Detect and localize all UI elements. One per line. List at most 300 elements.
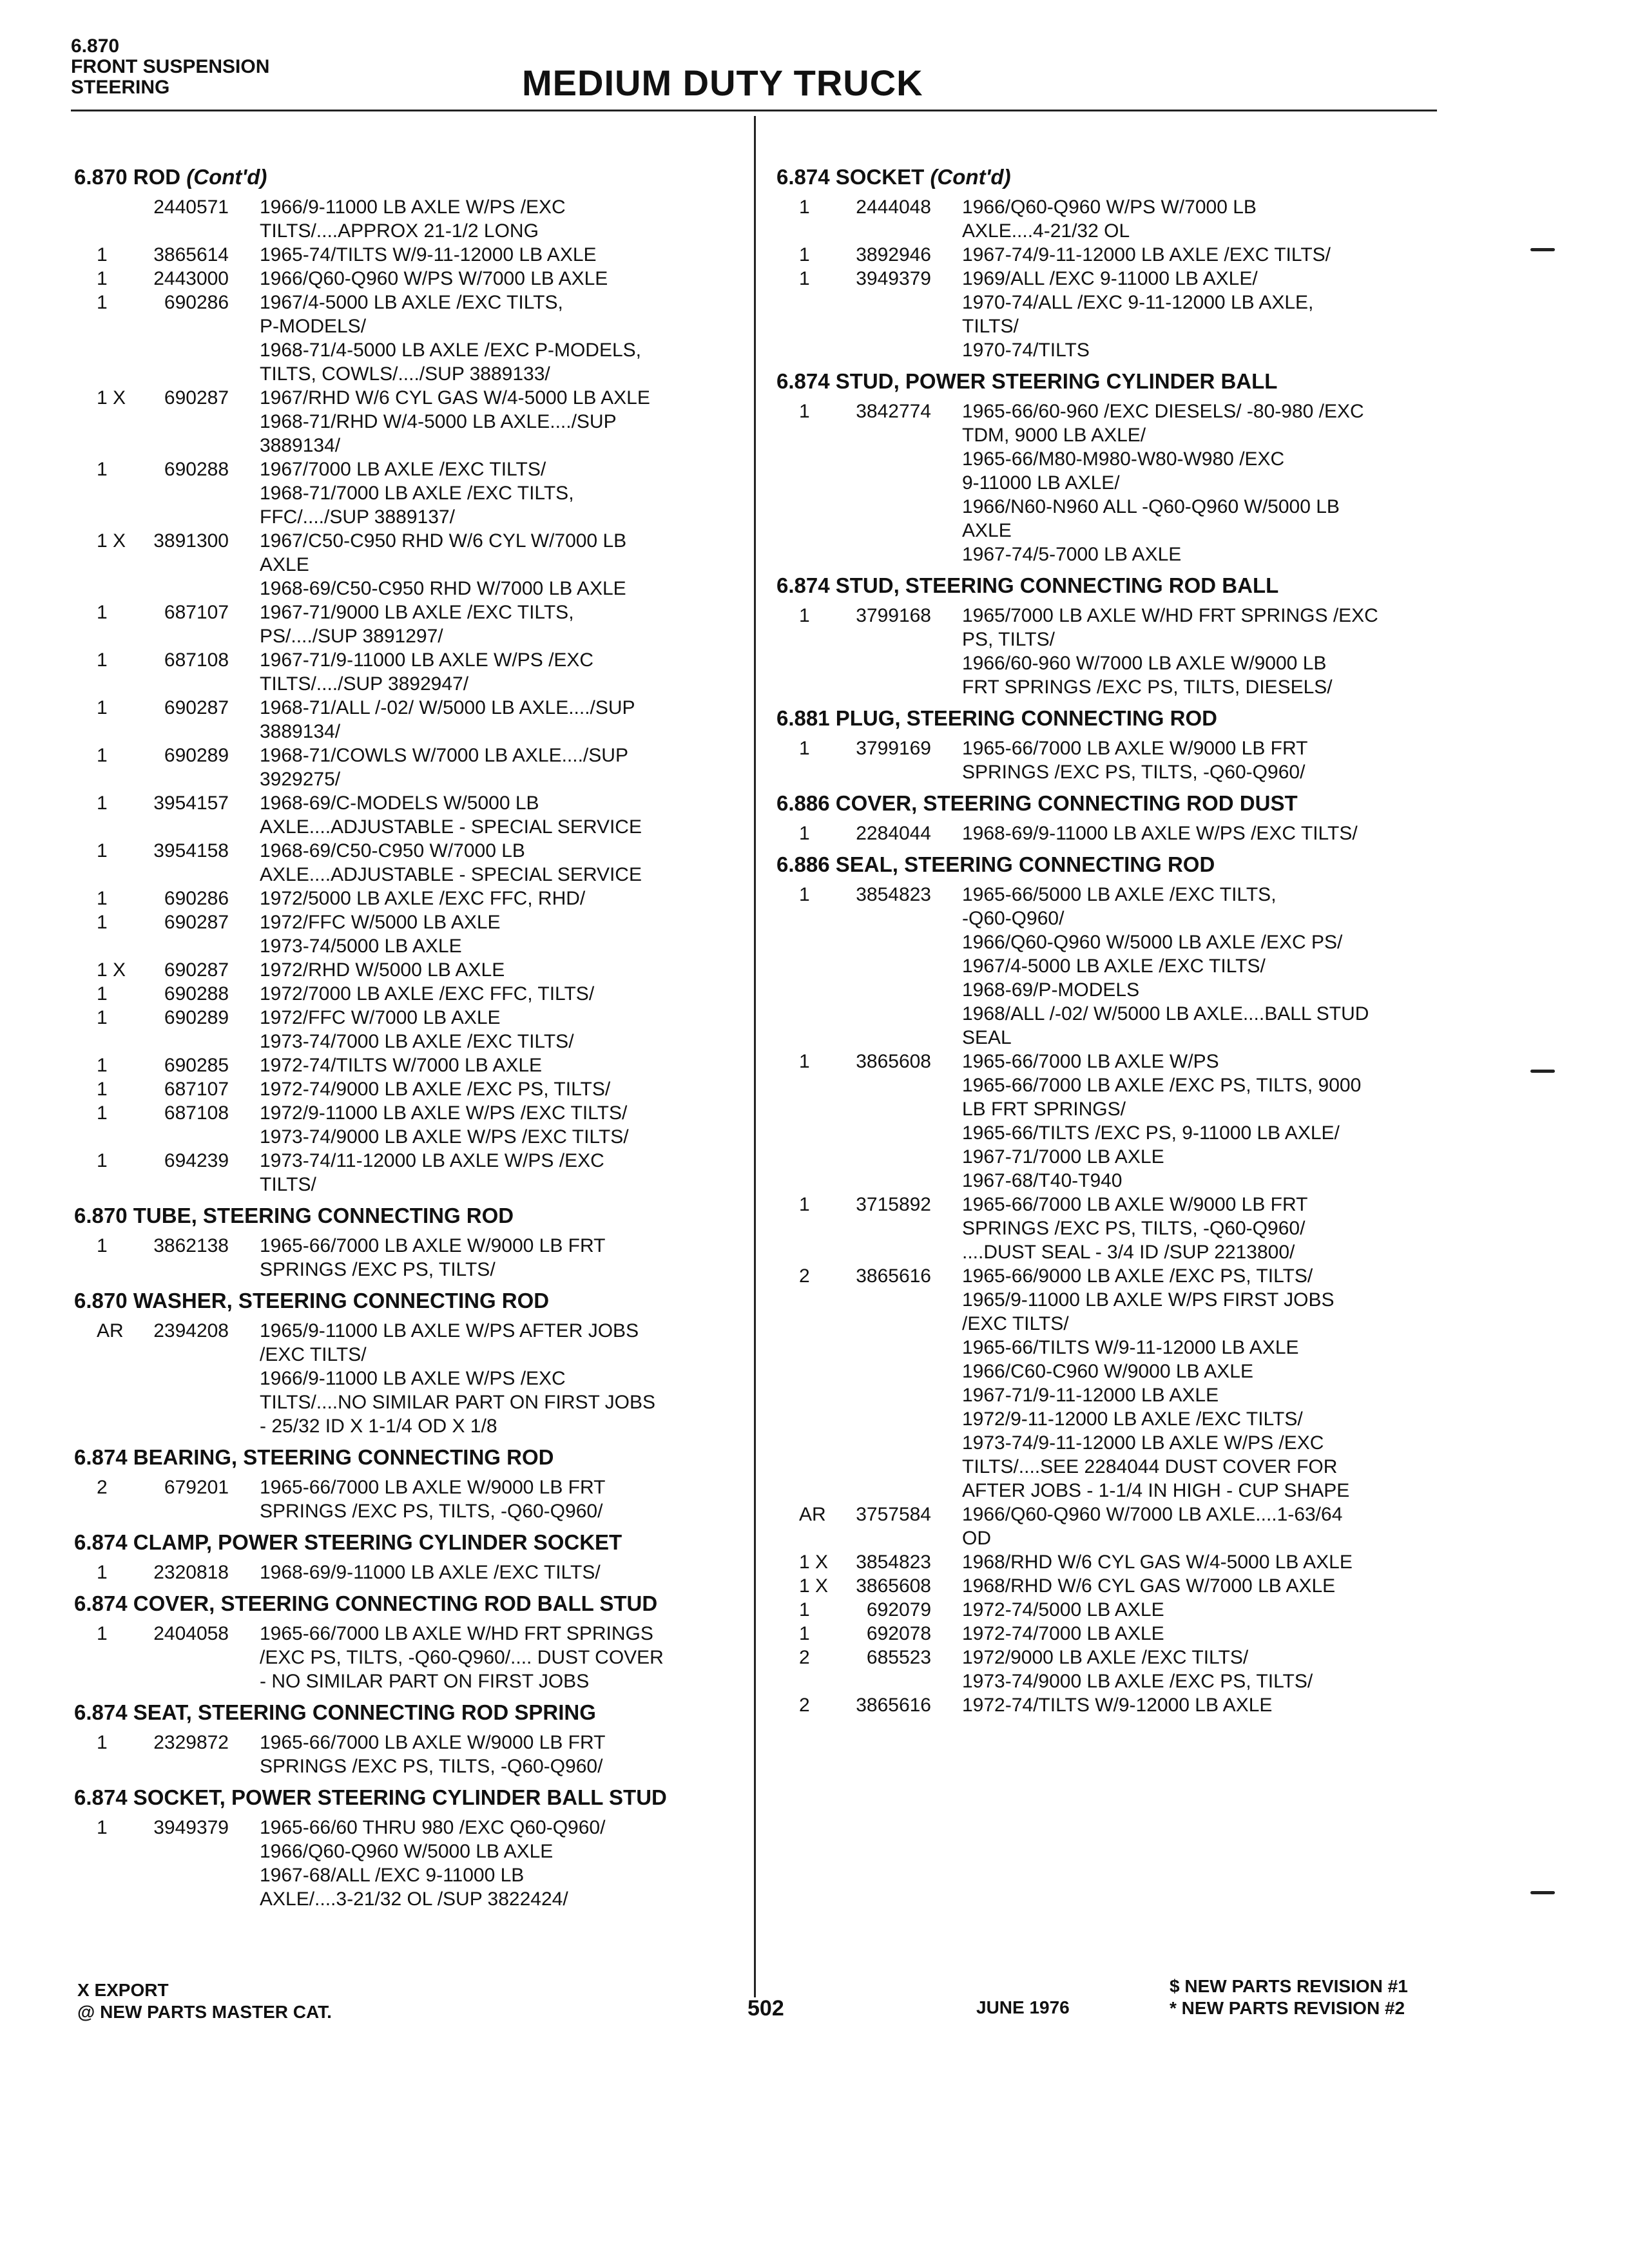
section-heading: [74, 1445, 747, 1470]
quantity: 1: [799, 605, 810, 626]
description-line: PS/..../SUP 3891297/: [260, 626, 443, 647]
margin-tick-mark: [1530, 248, 1555, 251]
parts-section: [74, 1445, 747, 1523]
section-heading-text: 6.870 ROD: [74, 165, 181, 189]
description-line: TILTS/: [260, 1174, 316, 1195]
part-number: 690288: [164, 459, 229, 480]
description-line: 1967/RHD W/6 CYL GAS W/4-5000 LB AXLE: [260, 387, 650, 408]
part-description: [229, 791, 747, 839]
part-description: [931, 1693, 1440, 1717]
parts-section: [74, 1785, 747, 1911]
quantity: 1: [97, 244, 108, 265]
description-line: LB FRT SPRINGS/: [962, 1099, 1126, 1120]
parts-section: [74, 1700, 747, 1778]
quantity: AR: [97, 1320, 124, 1341]
page-title: MEDIUM DUTY TRUCK: [522, 62, 923, 103]
quantity: 1: [97, 1732, 108, 1753]
part-number: 3842774: [856, 401, 931, 422]
part-entry: [74, 887, 747, 910]
quantity: 1: [799, 1194, 810, 1215]
header-rule: [71, 110, 1437, 111]
page-number: 502: [747, 1996, 784, 2021]
description-line: SEAL: [962, 1027, 1012, 1048]
part-entry: [74, 457, 747, 529]
part-entry: [776, 1503, 1440, 1550]
section-heading: [776, 573, 1440, 599]
description-line: 1966/9-11000 LB AXLE W/PS /EXC: [260, 197, 566, 218]
part-entry: [74, 1816, 747, 1911]
part-number: 694239: [164, 1150, 229, 1171]
quantity: 1 X: [97, 387, 126, 408]
description-line: 1968-71/7000 LB AXLE /EXC TILTS,: [260, 483, 574, 504]
description-line: /EXC TILTS/: [962, 1313, 1069, 1334]
part-entry: [776, 1050, 1440, 1193]
part-entry: [74, 910, 747, 958]
part-number: 2284044: [856, 823, 931, 844]
description-line: 1973-74/9000 LB AXLE /EXC PS, TILTS/: [962, 1671, 1313, 1692]
description-line: AXLE....4-21/32 OL: [962, 220, 1130, 242]
description-line: 3889134/: [260, 435, 341, 456]
part-description: [229, 529, 747, 601]
description-line: 1965/9-11000 LB AXLE W/PS FIRST JOBS: [962, 1289, 1335, 1311]
footer-legend-right: [1170, 1975, 1408, 2019]
part-entry: [74, 1475, 747, 1523]
quantity: 1: [97, 602, 108, 623]
part-entry: [776, 195, 1440, 243]
part-entry: [74, 386, 747, 457]
part-number: 687107: [164, 1079, 229, 1100]
description-line: 1965-66/60-960 /EXC DIESELS/ -80-980 /EXC: [962, 401, 1364, 422]
part-description: [931, 399, 1440, 566]
footer-legend-line: $ NEW PARTS REVISION #1: [1170, 1976, 1408, 1996]
part-entry: [74, 1731, 747, 1778]
part-entry: [776, 1574, 1440, 1598]
description-line: AXLE: [962, 520, 1012, 541]
description-line: 1968-71/COWLS W/7000 LB AXLE..../SUP: [260, 745, 628, 766]
description-line: TILTS/....SEE 2284044 DUST COVER FOR: [962, 1456, 1338, 1477]
description-line: 1968-69/9-11000 LB AXLE W/PS /EXC TILTS/: [962, 823, 1358, 844]
part-description: [229, 1149, 747, 1196]
part-number: 3891300: [153, 530, 229, 552]
section-heading-text: 6.881 PLUG, STEERING CONNECTING ROD: [776, 706, 1217, 730]
part-description: [229, 386, 747, 457]
part-number: 3865616: [856, 1265, 931, 1287]
part-description: [931, 1550, 1440, 1574]
part-entry: [776, 1646, 1440, 1693]
section-heading-text: 6.874 COVER, STEERING CONNECTING ROD BALL STUD: [74, 1591, 658, 1615]
part-description: [931, 1574, 1440, 1598]
part-description: [931, 1598, 1440, 1622]
part-description: [229, 648, 747, 696]
part-entry: [776, 399, 1440, 566]
part-entry: [776, 1598, 1440, 1622]
section-heading: [776, 791, 1440, 816]
description-line: 1968-69/P-MODELS: [962, 979, 1140, 1001]
part-description: [229, 696, 747, 744]
part-number: 2444048: [856, 197, 931, 218]
part-number: 3949379: [856, 268, 931, 289]
part-description: [931, 883, 1440, 1050]
section-heading-continued: (Cont'd): [186, 165, 267, 189]
description-line: 1966/9-11000 LB AXLE W/PS /EXC: [260, 1368, 566, 1389]
section-heading: [776, 369, 1440, 394]
description-line: 1972/FFC W/5000 LB AXLE: [260, 912, 501, 933]
description-line: FFC/..../SUP 3889137/: [260, 506, 455, 528]
description-line: ....DUST SEAL - 3/4 ID /SUP 2213800/: [962, 1242, 1295, 1263]
description-line: SPRINGS /EXC PS, TILTS/: [260, 1259, 496, 1280]
section-heading-text: 6.874 SOCKET, POWER STEERING CYLINDER BALL STUD: [74, 1785, 667, 1809]
description-line: 1973-74/9000 LB AXLE W/PS /EXC TILTS/: [260, 1126, 629, 1148]
parts-section: [74, 1288, 747, 1438]
description-line: 1973-74/5000 LB AXLE: [260, 936, 462, 957]
quantity: 1: [97, 793, 108, 814]
part-entry: [74, 1077, 747, 1101]
description-line: /EXC TILTS/: [260, 1344, 367, 1365]
description-line: 1972/FFC W/7000 LB AXLE: [260, 1007, 501, 1028]
section-heading-text: 6.874 SEAT, STEERING CONNECTING ROD SPRING: [74, 1700, 596, 1724]
part-entry: [776, 1193, 1440, 1264]
description-line: TILTS/....APPROX 21-1/2 LONG: [260, 220, 539, 242]
quantity: 1: [97, 459, 108, 480]
part-entry: [776, 1264, 1440, 1503]
part-description: [229, 195, 747, 243]
footer-legend-line: * NEW PARTS REVISION #2: [1170, 1998, 1405, 2018]
section-heading-text: 6.886 COVER, STEERING CONNECTING ROD DUST: [776, 791, 1298, 815]
part-entry: [74, 1006, 747, 1053]
footer-legend-line: @ NEW PARTS MASTER CAT.: [77, 2002, 332, 2022]
description-line: 1965-74/TILTS W/9-11-12000 LB AXLE: [260, 244, 597, 265]
quantity: 1: [97, 268, 108, 289]
part-number: 690286: [164, 292, 229, 313]
section-heading: [74, 1700, 747, 1725]
part-entry: [74, 648, 747, 696]
part-entry: [74, 958, 747, 982]
part-description: [229, 1101, 747, 1149]
description-line: 1967-68/T40-T940: [962, 1170, 1123, 1191]
part-description: [229, 1561, 747, 1584]
part-entry: [74, 1101, 747, 1149]
section-code-line: FRONT SUSPENSION: [71, 56, 270, 77]
quantity: [74, 195, 132, 243]
section-heading-continued: (Cont'd): [930, 165, 1011, 189]
part-entry: [74, 1234, 747, 1282]
part-number: 3854823: [856, 1552, 931, 1573]
part-description: [229, 243, 747, 267]
quantity: 1: [97, 1079, 108, 1100]
part-number: 2394208: [153, 1320, 229, 1341]
part-entry: [776, 736, 1440, 784]
section-heading-text: 6.886 SEAL, STEERING CONNECTING ROD: [776, 852, 1215, 876]
part-entry: [74, 839, 747, 887]
description-line: SPRINGS /EXC PS, TILTS, -Q60-Q960/: [962, 1218, 1306, 1239]
quantity: 1: [799, 1051, 810, 1072]
section-code-line: 6.870: [71, 35, 120, 57]
part-description: [229, 1006, 747, 1053]
section-heading: [74, 1203, 747, 1229]
part-entry: [776, 1693, 1440, 1717]
description-line: 1967-74/5-7000 LB AXLE: [962, 544, 1182, 565]
quantity: 1 X: [799, 1575, 829, 1597]
part-description: [931, 1193, 1440, 1264]
quantity: 1: [97, 1817, 108, 1838]
section-heading: [74, 1785, 747, 1811]
description-line: AXLE....ADJUSTABLE - SPECIAL SERVICE: [260, 864, 642, 885]
part-number: 685523: [866, 1647, 931, 1668]
description-line: 1972-74/TILTS W/7000 LB AXLE: [260, 1055, 543, 1076]
section-heading: [74, 164, 747, 190]
quantity: 1: [97, 1007, 108, 1028]
description-line: - NO SIMILAR PART ON FIRST JOBS: [260, 1671, 590, 1692]
description-line: 1968-71/RHD W/4-5000 LB AXLE..../SUP: [260, 411, 617, 432]
quantity: 1: [97, 697, 108, 718]
description-line: TILTS, COWLS/..../SUP 3889133/: [260, 363, 550, 385]
description-line: 1972/RHD W/5000 LB AXLE: [260, 959, 505, 981]
parts-section: [776, 573, 1440, 699]
section-heading: [776, 164, 1440, 190]
description-line: 1967/4-5000 LB AXLE /EXC TILTS/: [962, 956, 1266, 977]
part-number: 3892946: [856, 244, 931, 265]
description-line: TDM, 9000 LB AXLE/: [962, 425, 1146, 446]
part-description: [229, 1731, 747, 1778]
description-line: 1966/C60-C960 W/9000 LB AXLE: [962, 1361, 1253, 1382]
quantity: 1: [799, 738, 810, 759]
quantity: 1: [97, 1235, 108, 1256]
description-line: OD: [962, 1528, 991, 1549]
part-number: 2440571: [153, 197, 229, 218]
description-line: 1967-71/7000 LB AXLE: [962, 1146, 1164, 1168]
part-entry: [776, 883, 1440, 1050]
part-number: 690289: [164, 745, 229, 766]
quantity: 1: [97, 745, 108, 766]
part-description: [229, 1053, 747, 1077]
quantity: 1: [799, 1623, 810, 1644]
description-line: 1973-74/9-11-12000 LB AXLE W/PS /EXC: [962, 1432, 1324, 1454]
part-entry: [74, 291, 747, 386]
quantity: 1 X: [97, 959, 126, 981]
section-heading-text: 6.874 SOCKET: [776, 165, 925, 189]
part-description: [931, 736, 1440, 784]
quantity: 2: [97, 1477, 108, 1498]
description-line: 1967-68/ALL /EXC 9-11000 LB: [260, 1865, 525, 1886]
description-line: 1965-66/7000 LB AXLE W/9000 LB FRT: [962, 738, 1308, 759]
description-line: 1965-66/TILTS /EXC PS, 9-11000 LB AXLE/: [962, 1122, 1340, 1144]
part-entry: [776, 1622, 1440, 1646]
quantity: 1: [97, 1055, 108, 1076]
description-line: SPRINGS /EXC PS, TILTS, -Q60-Q960/: [962, 762, 1306, 783]
part-entry: [74, 744, 747, 791]
part-description: [931, 604, 1440, 699]
part-description: [931, 822, 1440, 845]
part-number: 2320818: [153, 1562, 229, 1583]
part-number: 3949379: [153, 1817, 229, 1838]
part-number: 3865616: [856, 1695, 931, 1716]
quantity: 1: [97, 888, 108, 909]
part-entry: [776, 1550, 1440, 1574]
description-line: 1965-66/7000 LB AXLE W/PS: [962, 1051, 1219, 1072]
description-line: 1965-66/TILTS W/9-11-12000 LB AXLE: [962, 1337, 1299, 1358]
description-line: 1972/7000 LB AXLE /EXC FFC, TILTS/: [260, 983, 595, 1004]
description-line: 1967/4-5000 LB AXLE /EXC TILTS,: [260, 292, 563, 313]
description-line: 1973-74/11-12000 LB AXLE W/PS /EXC: [260, 1150, 604, 1171]
description-line: 1968/RHD W/6 CYL GAS W/7000 LB AXLE: [962, 1575, 1336, 1597]
description-line: 1965-66/7000 LB AXLE W/9000 LB FRT: [260, 1235, 606, 1256]
part-description: [229, 1475, 747, 1523]
part-number: 3799169: [856, 738, 931, 759]
part-number: 687108: [164, 1102, 229, 1124]
part-entry: [74, 696, 747, 744]
part-entry: [776, 604, 1440, 699]
parts-section: [776, 706, 1440, 784]
description-line: 1965-66/9000 LB AXLE /EXC PS, TILTS/: [962, 1265, 1313, 1287]
part-description: [931, 195, 1440, 243]
description-line: 1966/Q60-Q960 W/7000 LB AXLE....1-63/64: [962, 1504, 1343, 1525]
part-entry: [74, 982, 747, 1006]
description-line: 1972-74/5000 LB AXLE: [962, 1599, 1164, 1620]
description-line: 1970-74/ALL /EXC 9-11-12000 LB AXLE,: [962, 292, 1314, 313]
quantity: 1: [799, 884, 810, 905]
part-entry: [74, 791, 747, 839]
quantity: 1: [97, 292, 108, 313]
quantity: 1: [97, 1150, 108, 1171]
margin-tick-mark: [1530, 1891, 1555, 1894]
column-divider: [754, 116, 756, 1997]
part-entry: [74, 267, 747, 291]
description-line: 1973-74/7000 LB AXLE /EXC TILTS/: [260, 1031, 574, 1052]
margin-tick-mark: [1530, 1070, 1555, 1073]
description-line: 1972-74/9000 LB AXLE /EXC PS, TILTS/: [260, 1079, 611, 1100]
description-line: 9-11000 LB AXLE/: [962, 472, 1120, 494]
description-line: 1972-74/7000 LB AXLE: [962, 1623, 1164, 1644]
description-line: 1968-69/C50-C950 RHD W/7000 LB AXLE: [260, 578, 626, 599]
quantity: 1: [799, 1599, 810, 1620]
description-line: 1967-71/9000 LB AXLE /EXC TILTS,: [260, 602, 574, 623]
description-line: 3929275/: [260, 769, 341, 790]
description-line: SPRINGS /EXC PS, TILTS, -Q60-Q960/: [260, 1756, 603, 1777]
description-line: 1972/9-11-12000 LB AXLE /EXC TILTS/: [962, 1408, 1303, 1430]
part-entry: [74, 1149, 747, 1196]
parts-section: [74, 1591, 747, 1693]
part-description: [931, 1622, 1440, 1646]
quantity: 1: [97, 983, 108, 1004]
part-description: [229, 291, 747, 386]
description-line: AXLE: [260, 554, 309, 575]
description-line: 1967/7000 LB AXLE /EXC TILTS/: [260, 459, 546, 480]
description-line: 1965-66/7000 LB AXLE /EXC PS, TILTS, 9000: [962, 1075, 1362, 1096]
part-number: 3715892: [856, 1194, 931, 1215]
part-description: [931, 1264, 1440, 1503]
quantity: 1: [97, 1102, 108, 1124]
footer-legend-left: [77, 1979, 332, 2023]
part-description: [931, 1503, 1440, 1550]
quantity: 2: [799, 1265, 810, 1287]
quantity: 1: [97, 912, 108, 933]
description-line: 1965-66/7000 LB AXLE W/HD FRT SPRINGS: [260, 1623, 653, 1644]
quantity: 1: [799, 823, 810, 844]
description-line: 1966/Q60-Q960 W/PS W/7000 LB AXLE: [260, 268, 608, 289]
description-line: 1968-69/9-11000 LB AXLE /EXC TILTS/: [260, 1562, 601, 1583]
section-heading-text: 6.874 BEARING, STEERING CONNECTING ROD: [74, 1445, 554, 1469]
section-code-block: [71, 36, 406, 98]
part-description: [229, 601, 747, 648]
description-line: PS, TILTS/: [962, 629, 1055, 650]
parts-section: [776, 369, 1440, 566]
quantity: 1: [799, 268, 810, 289]
section-heading-text: 6.874 STUD, POWER STEERING CYLINDER BALL: [776, 369, 1278, 393]
part-number: 687107: [164, 602, 229, 623]
part-number: 690287: [164, 959, 229, 981]
description-line: 1965-66/5000 LB AXLE /EXC TILTS,: [962, 884, 1277, 905]
part-number: 3862138: [153, 1235, 229, 1256]
part-number: 692079: [866, 1599, 931, 1620]
part-description: [931, 243, 1440, 267]
part-description: [229, 744, 747, 791]
part-description: [229, 1234, 747, 1282]
description-line: FRT SPRINGS /EXC PS, TILTS, DIESELS/: [962, 677, 1333, 698]
quantity: 1: [97, 649, 108, 671]
part-entry: [74, 1622, 747, 1693]
description-line: TILTS/: [962, 316, 1019, 337]
description-line: 1968-71/4-5000 LB AXLE /EXC P-MODELS,: [260, 340, 641, 361]
section-heading-text: 6.874 STUD, STEERING CONNECTING ROD BALL: [776, 573, 1279, 597]
section-heading: [74, 1530, 747, 1555]
section-heading: [776, 706, 1440, 731]
description-line: 1965-66/60 THRU 980 /EXC Q60-Q960/: [260, 1817, 606, 1838]
part-entry: [776, 243, 1440, 267]
description-line: - 25/32 ID X 1-1/4 OD X 1/8: [260, 1416, 497, 1437]
part-number: 690287: [164, 387, 229, 408]
description-line: 1968-71/ALL /-02/ W/5000 LB AXLE..../SUP: [260, 697, 635, 718]
description-line: 1965-66/7000 LB AXLE W/9000 LB FRT: [260, 1477, 606, 1498]
part-entry: [776, 822, 1440, 845]
description-line: /EXC PS, TILTS, -Q60-Q960/.... DUST COVER: [260, 1647, 664, 1668]
left-column: [74, 158, 747, 1914]
footer-legend-line: X EXPORT: [77, 1980, 169, 2000]
description-line: 1965/9-11000 LB AXLE W/PS AFTER JOBS: [260, 1320, 639, 1341]
part-description: [229, 1077, 747, 1101]
part-number: 690286: [164, 888, 229, 909]
part-entry: [74, 1319, 747, 1438]
description-line: P-MODELS/: [260, 316, 367, 337]
parts-section: [776, 791, 1440, 845]
quantity: AR: [799, 1504, 826, 1525]
part-number: 3954158: [153, 840, 229, 861]
description-line: TILTS/..../SUP 3892947/: [260, 673, 469, 695]
part-number: 3865614: [153, 244, 229, 265]
part-description: [229, 982, 747, 1006]
description-line: 1972/9000 LB AXLE /EXC TILTS/: [962, 1647, 1249, 1668]
part-number: 690285: [164, 1055, 229, 1076]
part-entry: [74, 1561, 747, 1584]
part-description: [229, 1816, 747, 1911]
footer-date: JUNE 1976: [976, 1997, 1070, 2017]
description-line: 1972/5000 LB AXLE /EXC FFC, RHD/: [260, 888, 586, 909]
part-entry: [74, 529, 747, 601]
part-number: 687108: [164, 649, 229, 671]
description-line: 1967/C50-C950 RHD W/6 CYL W/7000 LB: [260, 530, 627, 552]
quantity: 1: [799, 401, 810, 422]
description-line: 1972/9-11000 LB AXLE W/PS /EXC TILTS/: [260, 1102, 628, 1124]
description-line: 1968-69/C-MODELS W/5000 LB: [260, 793, 539, 814]
part-number: 3757584: [856, 1504, 931, 1525]
part-number: 3954157: [153, 793, 229, 814]
part-number: 690287: [164, 697, 229, 718]
description-line: 1965/7000 LB AXLE W/HD FRT SPRINGS /EXC: [962, 605, 1378, 626]
quantity: 1: [97, 1562, 108, 1583]
parts-section: [776, 164, 1440, 362]
description-line: AFTER JOBS - 1-1/4 IN HIGH - CUP SHAPE: [962, 1480, 1350, 1501]
part-description: [931, 1646, 1440, 1693]
part-number: 3865608: [856, 1575, 931, 1597]
